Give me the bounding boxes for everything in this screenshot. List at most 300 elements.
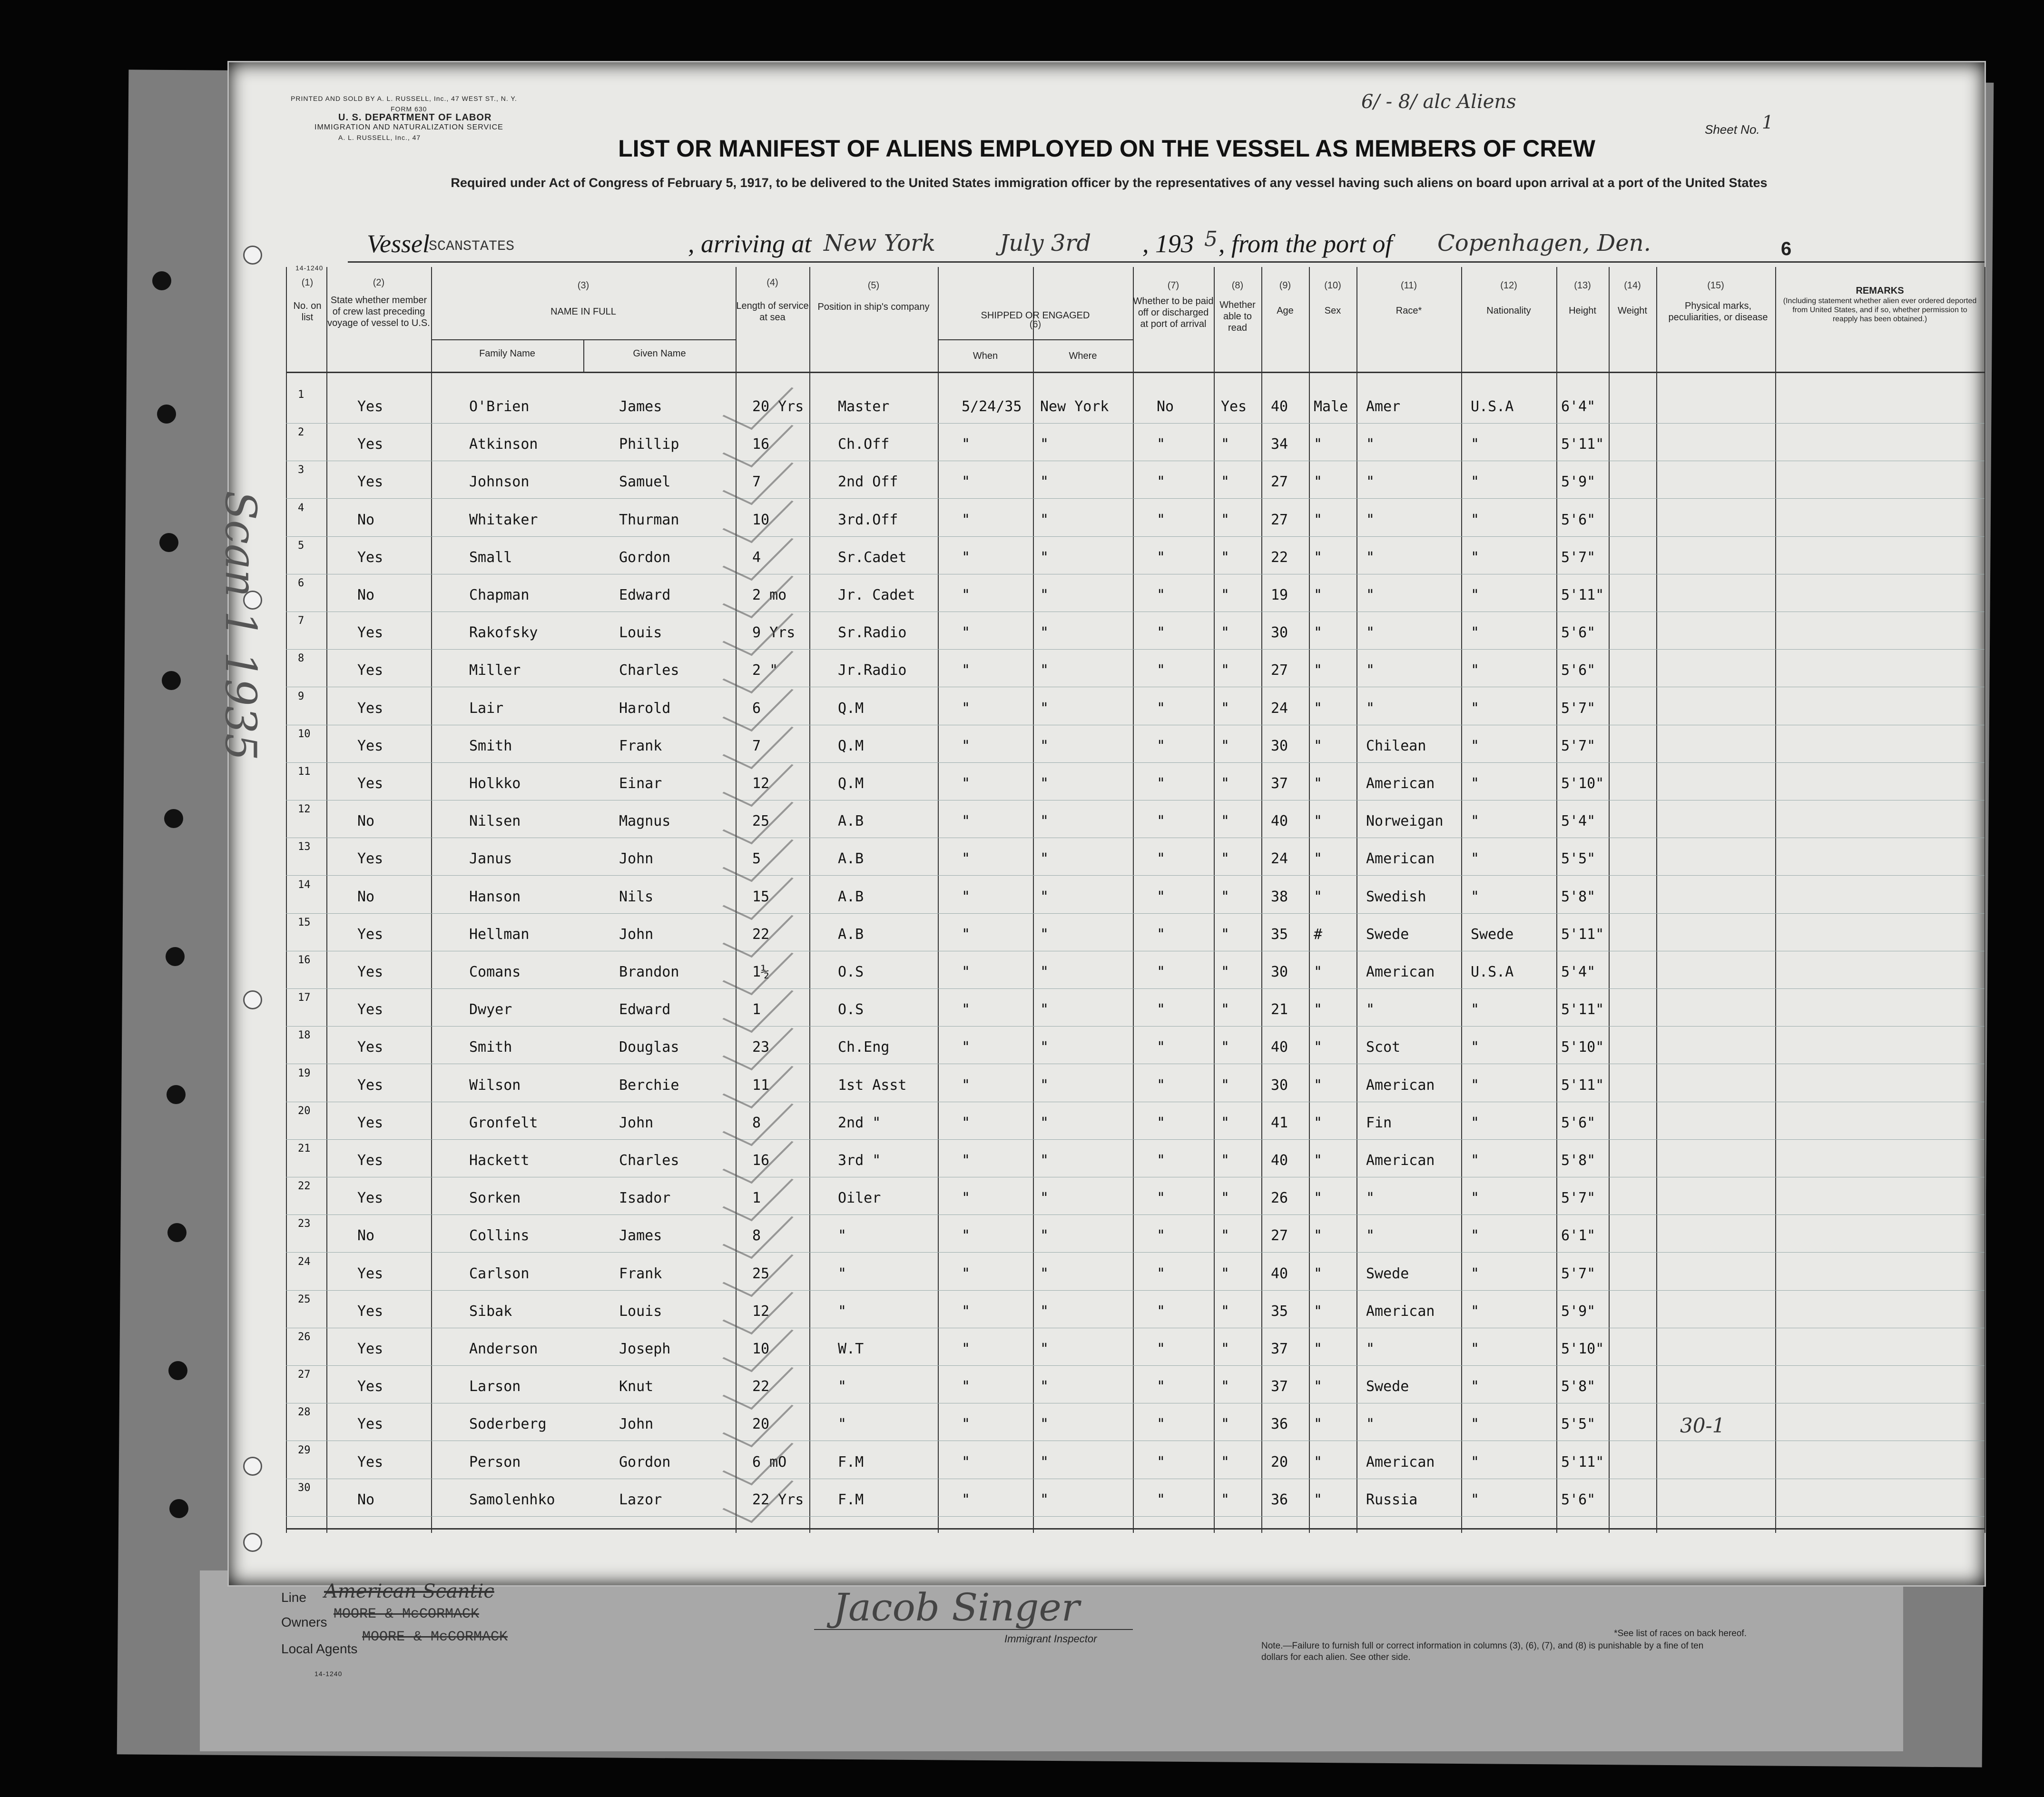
sex: " [1314,587,1323,603]
able-to-read: " [1221,1265,1230,1282]
col3-header: NAME IN FULL [550,306,616,317]
length-of-service: 4 [752,549,761,566]
given-name: Berchie [619,1076,679,1094]
row-rule [286,1026,1985,1027]
position: Jr. Cadet [838,587,915,603]
row-number: 13 [298,841,311,853]
margin-note: 30-1 [1680,1414,1725,1437]
given-name: Joseph [619,1341,671,1357]
family-name: Collins [469,1227,530,1244]
able-to-read: " [1221,1341,1230,1357]
position: " [838,1378,847,1395]
owners-label: Owners [281,1615,327,1629]
race: " [1366,587,1375,603]
previous-voyage: Yes [357,1378,383,1395]
family-name: Rakofsky [469,624,538,642]
column-divider [1356,267,1357,1533]
nationality: " [1471,1227,1480,1244]
previous-voyage: Yes [357,1341,383,1357]
family-name: Smith [469,737,512,754]
age: 40 [1271,813,1288,830]
age: 38 [1271,888,1288,905]
shipped-when: " [962,1114,971,1131]
race: " [1366,700,1375,717]
age: 30 [1271,624,1288,642]
shipped-where: " [1040,624,1049,642]
shipped-where: " [1040,1453,1049,1471]
age: 19 [1271,587,1288,603]
family-name: Wilson [469,1076,521,1094]
paid-off: " [1157,926,1166,943]
paid-off: " [1157,700,1166,717]
col4-header: Length of service at sea [736,301,809,323]
nationality: " [1471,1453,1480,1471]
nationality: " [1471,775,1480,792]
able-to-read: " [1221,813,1230,830]
row-number: 29 [298,1444,311,1456]
height: 5'8" [1561,1152,1596,1169]
nationality: " [1471,436,1480,453]
length-of-service: 2 " [752,662,778,679]
able-to-read: " [1221,775,1230,792]
height: 5'10" [1561,775,1604,792]
shipped-when: " [962,1227,971,1244]
race: " [1366,1190,1375,1207]
nationality: " [1471,511,1480,528]
age: 36 [1271,1416,1288,1433]
race: Fin [1366,1114,1392,1131]
col11-number: (11) [1400,280,1417,291]
previous-voyage: Yes [357,1152,383,1169]
binder-hole [159,533,178,552]
shipped-where: " [1040,474,1049,491]
length-of-service: 20 [752,1416,770,1433]
able-to-read: " [1221,964,1230,980]
paid-off: " [1157,1416,1166,1433]
length-of-service: 7 [752,737,761,754]
given-name: Nils [619,888,654,905]
row-number: 8 [298,652,305,665]
given-name: Frank [619,1265,662,1282]
nationality: " [1471,474,1480,491]
sex: " [1314,549,1323,566]
col8-number: (8) [1231,280,1244,291]
height: 5'4" [1561,964,1596,980]
position: F.M [838,1491,864,1508]
position: O.S [838,1001,864,1018]
previous-voyage: Yes [357,549,383,566]
row-number: 25 [298,1293,311,1305]
shipped-when: " [962,775,971,792]
able-to-read: " [1221,1303,1230,1320]
length-of-service: 6 mO [752,1453,787,1471]
shipped-where: " [1040,737,1049,754]
family-name: Hanson [469,888,521,905]
shipped-when: " [962,474,971,491]
col3-family-header: Family Name [479,348,535,359]
shipped-where: " [1040,436,1049,453]
position: A.B [838,813,864,830]
paid-off: " [1157,1190,1166,1207]
shipped-where: " [1040,1039,1049,1056]
age: 35 [1271,1303,1288,1320]
race: " [1366,474,1375,491]
race-footnote: *See list of races on back hereof. [1614,1629,1747,1639]
form-number: FORM 630 [391,105,427,113]
height: 6'4" [1561,398,1596,415]
family-name: Hackett [469,1152,530,1169]
given-name: Phillip [619,436,679,453]
height: 5'6" [1561,1491,1596,1508]
length-of-service: 22 Yrs [752,1491,804,1508]
shipped-where: " [1040,1341,1049,1357]
height: 5'6" [1561,1114,1596,1131]
able-to-read: " [1221,1378,1230,1395]
age: 40 [1271,398,1288,415]
row-rule [286,913,1985,914]
sex: " [1314,813,1323,830]
column-divider [286,267,287,1533]
sex: " [1314,1190,1323,1207]
given-name: James [619,1227,662,1244]
row-rule [286,1365,1985,1366]
shipped-where: " [1040,813,1049,830]
height: 5'11" [1561,926,1604,943]
sex: " [1314,474,1323,491]
height: 5'7" [1561,737,1596,754]
height: 5'11" [1561,587,1604,603]
race: American [1366,964,1435,980]
column-divider [1309,267,1310,1533]
shipped-when: " [962,1265,971,1282]
height: 5'6" [1561,624,1596,642]
previous-voyage: Yes [357,1303,383,1320]
length-of-service: 12 [752,775,770,792]
row-number: 12 [298,803,311,816]
sex: " [1314,511,1323,528]
nationality: " [1471,1491,1480,1508]
line-value: American Scantic [324,1580,494,1602]
shipped-where: " [1040,964,1049,980]
paid-off: " [1157,1076,1166,1094]
race: Russia [1366,1491,1418,1508]
row-number: 27 [298,1369,311,1381]
length-of-service: 12 [752,1303,770,1320]
family-name: Comans [469,964,521,980]
race: American [1366,1152,1435,1169]
sex: " [1314,436,1323,453]
inspector-signature: Jacob Singer [833,1585,1080,1629]
column-divider [1461,267,1462,1533]
family-name: Larson [469,1378,521,1395]
footer-form-code: 14-1240 [314,1670,343,1678]
able-to-read: " [1221,624,1230,642]
sex: " [1314,1076,1323,1094]
paid-off: " [1157,775,1166,792]
family-name: Smith [469,1039,512,1056]
position: 3rd.Off [838,511,898,528]
nationality: Swede [1471,926,1514,943]
given-name: Magnus [619,813,671,830]
height: 5'10" [1561,1341,1604,1357]
race: Amer [1366,398,1401,415]
shipped-when: " [962,1453,971,1471]
binder-hole [167,1223,187,1242]
row-rule [286,536,1985,537]
page-mark: 6 [1781,238,1792,259]
shipped-where: " [1040,1378,1049,1395]
row-number: 17 [298,992,311,1004]
sex: " [1314,850,1323,868]
given-name: Douglas [619,1039,679,1056]
col12-header: Nationality [1486,306,1531,316]
shipped-when: " [962,926,971,943]
able-to-read: " [1221,474,1230,491]
year-prefix: , 193 [1142,229,1194,258]
length-of-service: 15 [752,888,770,905]
family-name: Anderson [469,1341,538,1357]
paid-off: " [1157,850,1166,868]
line-label: Line [281,1590,306,1605]
agents-value: MOORE & McCORMACK [362,1629,508,1645]
row-number: 23 [298,1218,311,1230]
age: 22 [1271,549,1288,566]
shipped-where: " [1040,1076,1049,1094]
paid-off: " [1157,624,1166,642]
position: 2nd Off [838,474,898,491]
race: Norweigan [1366,813,1444,830]
paid-off: " [1157,1227,1166,1244]
paid-off: " [1157,1114,1166,1131]
sex: # [1314,926,1323,943]
able-to-read: " [1221,1453,1230,1471]
height: 5'5" [1561,1416,1596,1433]
previous-voyage: No [357,511,375,528]
row-rule [286,1252,1985,1253]
race: " [1366,662,1375,679]
departure-port: Copenhagen, Den. [1437,230,1651,257]
height: 5'4" [1561,813,1596,830]
row-rule [286,1214,1985,1215]
sex: " [1314,1001,1323,1018]
row-rule [286,1516,1985,1517]
race: " [1366,549,1375,566]
family-name: Small [469,549,512,566]
arrival-port: New York [824,230,936,257]
previous-voyage: Yes [357,926,383,943]
shipped-when: " [962,1076,971,1094]
row-rule [286,1139,1985,1140]
age: 26 [1271,1190,1288,1207]
shipped-where: " [1040,1491,1049,1508]
previous-voyage: Yes [357,1416,383,1433]
age: 37 [1271,1341,1288,1357]
height: 5'7" [1561,1190,1596,1207]
header-rule [348,261,1985,263]
family-name: Johnson [469,474,530,491]
row-number: 7 [298,615,305,627]
row-number: 4 [298,502,305,514]
column-divider [1556,267,1557,1533]
table-header-bottom [286,372,1985,373]
col4-number: (4) [766,277,778,288]
row-number: 10 [298,728,311,740]
length-of-service: 8 [752,1227,761,1244]
sex: " [1314,1416,1323,1433]
paid-off: " [1157,511,1166,528]
length-of-service: 2 mo [752,587,787,603]
able-to-read: " [1221,700,1230,717]
column-divider [1261,267,1262,1533]
shipped-when: " [962,511,971,528]
length-of-service: 20 Yrs [752,398,804,415]
paid-off: " [1157,587,1166,603]
length-of-service: 1½ [752,964,770,980]
shipped-where: " [1040,662,1049,679]
length-of-service: 8 [752,1114,761,1131]
col7-header: Whether to be paid off or discharged at port of arrival [1133,296,1214,329]
family-name: Hellman [469,926,530,943]
given-name: Charles [619,1152,679,1169]
binder-hole [168,1361,187,1380]
row-rule [286,1290,1985,1291]
shipped-when: " [962,700,971,717]
paid-off: " [1157,1341,1166,1357]
sex: " [1314,737,1323,754]
row-number: 16 [298,954,311,966]
position: Oiler [838,1190,881,1207]
nationality: " [1471,700,1480,717]
age: 30 [1271,737,1288,754]
row-number: 19 [298,1067,311,1079]
given-name: Knut [619,1378,654,1395]
punch-hole [243,990,262,1009]
length-of-service: 10 [752,1341,770,1357]
punch-hole [243,246,262,265]
given-name: James [619,398,662,415]
shipped-where: " [1040,1416,1049,1433]
position: " [838,1265,847,1282]
position: Q.M [838,700,864,717]
shipped-subrule [938,339,1133,340]
length-of-service: 25 [752,1265,770,1282]
nationality: " [1471,813,1480,830]
given-name: Lazor [619,1491,662,1508]
row-number: 24 [298,1255,311,1268]
length-of-service: 1 [752,1001,761,1018]
length-of-service: 16 [752,436,770,453]
able-to-read: " [1221,888,1230,905]
previous-voyage: Yes [357,436,383,453]
able-to-read: " [1221,926,1230,943]
nationality: " [1471,1076,1480,1094]
age: 30 [1271,1076,1288,1094]
previous-voyage: No [357,587,375,603]
row-rule [286,762,1985,763]
shipped-when: " [962,813,971,830]
family-name: Miller [469,662,521,679]
shipped-where: New York [1040,398,1109,415]
shipped-when: " [962,1303,971,1320]
paid-off: " [1157,888,1166,905]
paid-off: " [1157,1001,1166,1018]
given-name: Charles [619,662,679,679]
col8-header: Whether able to read [1219,300,1256,333]
age: 27 [1271,1227,1288,1244]
race: Scot [1366,1039,1401,1056]
sex: " [1314,700,1323,717]
shipped-where: " [1040,888,1049,905]
height: 5'6" [1561,662,1596,679]
document-title: LIST OR MANIFEST OF ALIENS EMPLOYED ON THE VESSEL AS MEMBERS OF CREW [618,135,1595,162]
height: 5'11" [1561,1001,1604,1018]
shipped-when: " [962,888,971,905]
paid-off: " [1157,436,1166,453]
family-name: Nilsen [469,813,521,830]
race: " [1366,511,1375,528]
remarks-note: (Including statement whether alien ever ordered deported from United States, and if so, whether permission to reapply has been obtained.) [1783,297,1977,323]
shipped-where: " [1040,511,1049,528]
race: American [1366,1453,1435,1471]
height: 6'1" [1561,1227,1596,1244]
side-stamp: Scan 1 1935 [216,491,265,761]
sex: " [1314,1114,1323,1131]
family-name: Lair [469,700,504,717]
age: 37 [1271,1378,1288,1395]
sex: " [1314,1227,1323,1244]
race: " [1366,1341,1375,1357]
shipped-when: " [962,1491,971,1508]
position: Master [838,398,890,415]
previous-voyage: No [357,1227,375,1244]
previous-voyage: Yes [357,1114,383,1131]
able-to-read: " [1221,587,1230,603]
able-to-read: " [1221,1152,1230,1169]
nationality: " [1471,624,1480,642]
row-rule [286,649,1985,650]
col1-header: No. on list [293,301,322,323]
race: " [1366,624,1375,642]
length-of-service: 10 [752,511,770,528]
column-divider [809,267,810,1533]
age: 40 [1271,1039,1288,1056]
nationality: " [1471,1039,1480,1056]
row-number: 18 [298,1029,311,1042]
race: Swede [1366,926,1409,943]
row-number: 30 [298,1481,311,1494]
previous-voyage: Yes [357,1453,383,1471]
able-to-read: " [1221,1039,1230,1056]
sex: " [1314,1341,1323,1357]
position: Ch.Eng [838,1039,890,1056]
sex: " [1314,1378,1323,1395]
length-of-service: 25 [752,813,770,830]
able-to-read: " [1221,1416,1230,1433]
col6-number: (6) [1029,319,1042,330]
given-name: Isador [619,1190,671,1207]
age: 37 [1271,775,1288,792]
height: 5'7" [1561,549,1596,566]
remarks-header: REMARKS [1856,286,1904,296]
previous-voyage: Yes [357,624,383,642]
col13-header: Height [1569,306,1596,316]
shipped-when: " [962,1416,971,1433]
family-name: Sibak [469,1303,512,1320]
col12-number: (12) [1500,280,1517,291]
sex: " [1314,1491,1323,1508]
paid-off: " [1157,964,1166,980]
given-name: Brandon [619,964,679,980]
